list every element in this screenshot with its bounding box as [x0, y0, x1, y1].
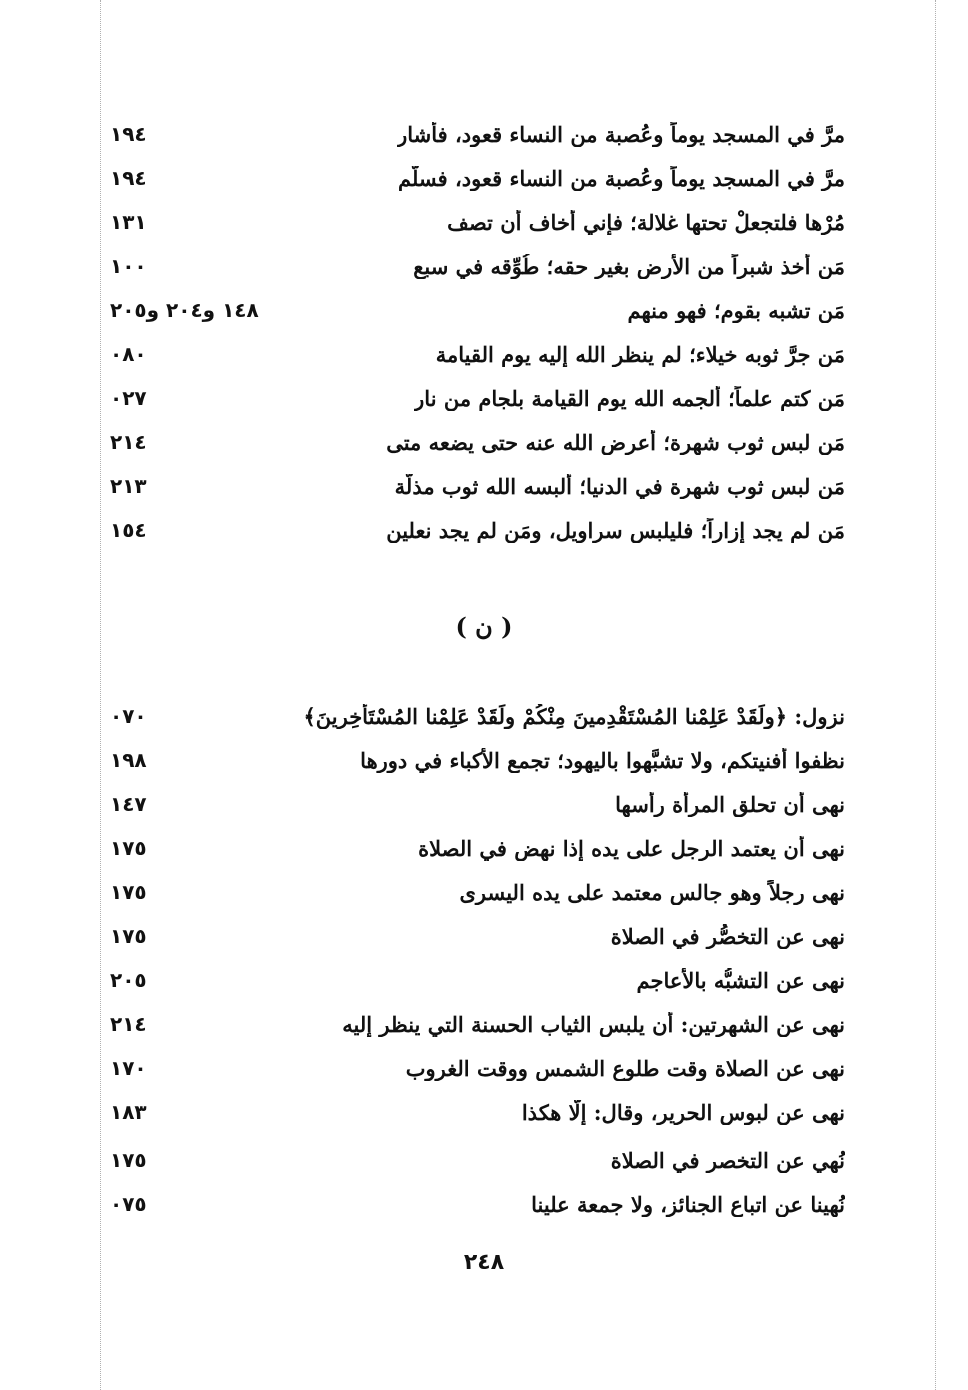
- entry-page-ref: ١٨٣: [110, 1100, 147, 1124]
- entry-page-ref: ٠٧٠: [110, 704, 147, 728]
- entry-text: مَن جرَّ ثوبه خيلاء؛ لم ينظر الله إليه يوم القيامة: [435, 341, 845, 367]
- entry-page-ref: ٠٢٧: [110, 386, 147, 410]
- entry-text: مَن كتم علماً؛ ألجمه الله يوم القيامة بلجام من نار: [414, 385, 845, 411]
- index-entry: [110, 332, 845, 376]
- index-entry: [110, 782, 845, 826]
- index-entry: [110, 826, 845, 870]
- index-entry: [110, 958, 845, 1002]
- entry-page-ref: ١٤٧: [110, 792, 147, 816]
- entry-page-ref: ٢١٤: [110, 430, 147, 454]
- index-entry: [110, 1046, 845, 1090]
- entry-text: نهى عن الشهرتين: أن يلبس الثياب الحسنة التي ينظر إليه: [342, 1011, 845, 1037]
- index-entry: [110, 156, 845, 200]
- entry-text: نهى عن التشبُّه بالأعاجم: [636, 967, 845, 993]
- index-entry: [110, 508, 845, 552]
- entry-page-ref: ١٣١: [110, 210, 147, 234]
- entry-text: مَن لبس ثوب شهرة؛ أعرض الله عنه حتى يضعه متى: [386, 429, 845, 455]
- index-entry: [110, 694, 845, 738]
- entry-page-ref: ١٧٥: [110, 880, 147, 904]
- index-entry: [110, 1138, 845, 1182]
- index-entry: [110, 914, 845, 958]
- index-entry: [110, 420, 845, 464]
- entry-page-ref: ٢١٣: [110, 474, 147, 498]
- entry-text: نزول: ﴿ولَقَدْ عَلِمْنا المُسْتَقْدِمينَ مِنْكُمْ ولَقَدْ عَلِمْنا المُسْتَأْخِرينَ﴾: [303, 703, 845, 729]
- entry-text: مَن تشبه بقوم؛ فهو منهم: [627, 297, 845, 323]
- entry-page-ref: ١٠٠: [110, 254, 147, 278]
- entry-page-ref: ١٥٤: [110, 518, 147, 542]
- index-entry: [110, 1090, 845, 1134]
- entry-page-ref: ١٤٨ و٢٠٤ و٢٠٥: [110, 298, 259, 322]
- entry-page-ref: ١٩٤: [110, 122, 147, 146]
- margin-guide-right: [935, 0, 936, 1390]
- entry-text: نُهينا عن اتباع الجنائز، ولا جمعة علينا: [531, 1191, 845, 1217]
- entry-page-ref: ٠٧٥: [110, 1192, 147, 1216]
- entry-text: نهى عن التخصُّر في الصلاة: [610, 923, 845, 949]
- index-entry: [110, 112, 845, 156]
- entry-page-ref: ٢٠٥: [110, 968, 147, 992]
- index-entry: [110, 870, 845, 914]
- index-entry: [110, 200, 845, 244]
- index-entry: [110, 1182, 845, 1226]
- entry-text: مَن لبس ثوب شهرة في الدنيا؛ ألبسه الله ثوب مذلَّة: [394, 473, 845, 499]
- margin-guide-left: [100, 0, 101, 1390]
- entry-text: نُهي عن التخصر في الصلاة: [610, 1147, 845, 1173]
- entry-page-ref: ١٩٨: [110, 748, 147, 772]
- entry-text: نهى عن الصلاة وقت طلوع الشمس ووقت الغروب: [405, 1055, 845, 1081]
- entry-text: نهى أن تحلق المرأة رأسها: [615, 791, 845, 817]
- entry-text: مُرْها فلتجعلْ تحتها غلالة؛ فإني أخاف أن تصف: [447, 209, 845, 235]
- entry-page-ref: ١٧٠: [110, 1056, 147, 1080]
- index-entry: [110, 376, 845, 420]
- index-entry: [110, 1002, 845, 1046]
- entry-page-ref: ١٩٤: [110, 166, 147, 190]
- entry-text: مَن لم يجد إزاراً؛ فليلبس سراويل، ومَن لم يجد نعلين: [386, 517, 845, 543]
- index-entry: [110, 288, 845, 332]
- index-entry: [110, 244, 845, 288]
- page-number: ٢٤٨: [463, 1250, 505, 1275]
- entry-text: نهى أن يعتمد الرجل على يده إذا نهض في الصلاة: [418, 835, 845, 861]
- entry-text: مرَّ في المسجد يوماً وعُصبة من النساء قعود، فأشار: [397, 121, 845, 147]
- entry-text: مَن أخذ شبراً من الأرض بغير حقه؛ طُوِّقه في سبع: [413, 253, 845, 279]
- entry-page-ref: ٢١٤: [110, 1012, 147, 1036]
- entry-page-ref: ١٧٥: [110, 1148, 147, 1172]
- entry-page-ref: ٠٨٠: [110, 342, 147, 366]
- index-entry: [110, 464, 845, 508]
- index-entry: [110, 738, 845, 782]
- entry-page-ref: ١٧٥: [110, 924, 147, 948]
- entry-text: نهى عن لبوس الحرير، وقال: إلَّا هكذا: [521, 1099, 845, 1125]
- section-heading: ( ن ): [455, 612, 513, 641]
- entry-text: نهى رجلاً وهو جالس معتمد على يده اليسرى: [459, 879, 845, 905]
- entry-page-ref: ١٧٥: [110, 836, 147, 860]
- entry-text: نظفوا أفنيتكم، ولا تشبَّهوا باليهود؛ تجمع الأكباء في دورها: [360, 747, 845, 773]
- entry-text: مرَّ في المسجد يوماً وعُصبة من النساء قعود، فسلَّم: [397, 165, 845, 191]
